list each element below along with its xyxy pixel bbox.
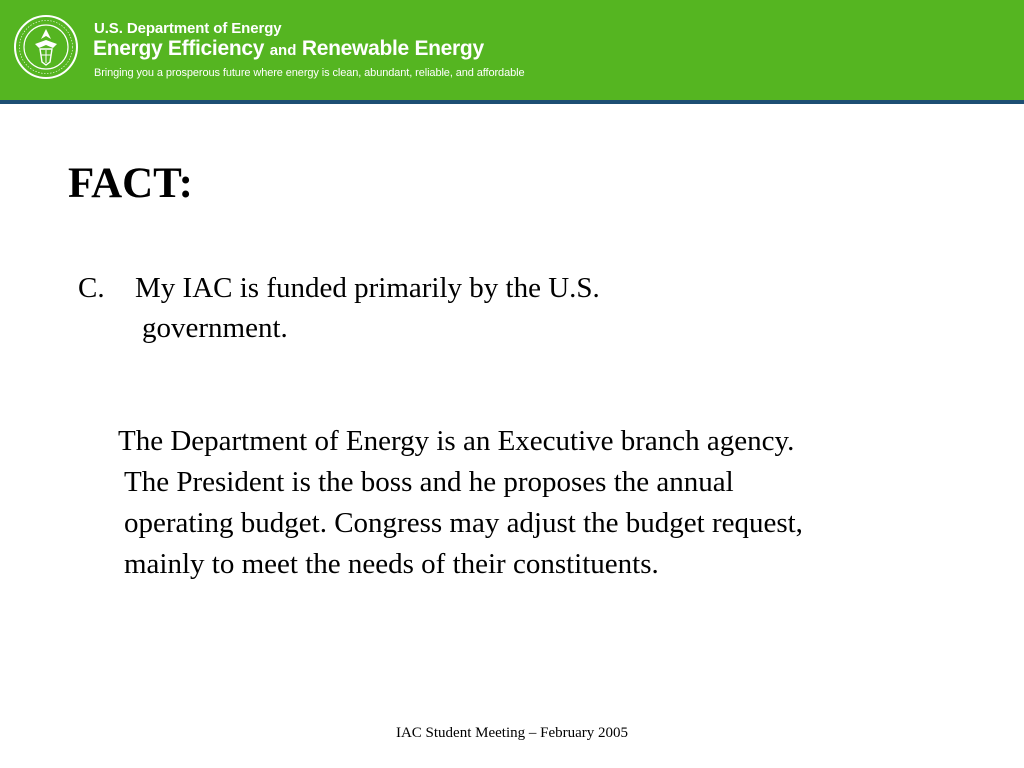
list-item-text-line: government. bbox=[142, 312, 288, 344]
paragraph-line: The Department of Energy is an Executive branch agency. bbox=[118, 425, 795, 457]
list-item-marker: C. bbox=[78, 272, 105, 304]
department-name: U.S. Department of Energy bbox=[94, 20, 282, 37]
paragraph-line: mainly to meet the needs of their constituents. bbox=[124, 548, 659, 580]
office-name bbox=[93, 37, 484, 61]
list-item-text-line: My IAC is funded primarily by the U.S. bbox=[135, 272, 600, 304]
office-name-part1: Energy Efficiency bbox=[93, 37, 265, 60]
slide-title: FACT: bbox=[68, 160, 193, 207]
office-name-and: and bbox=[269, 42, 297, 59]
paragraph-line: operating budget. Congress may adjust the budget request, bbox=[124, 507, 803, 539]
header-divider bbox=[0, 100, 1024, 104]
header-banner bbox=[0, 0, 1024, 100]
doe-seal-icon bbox=[13, 14, 79, 80]
body-paragraph bbox=[118, 421, 958, 585]
paragraph-line: The President is the boss and he proposes the annual bbox=[124, 466, 734, 498]
header-tagline: Bringing you a prosperous future where energy is clean, abundant, reliable, and affordable bbox=[94, 67, 525, 79]
office-name-part2: Renewable Energy bbox=[301, 37, 484, 60]
slide-footer: IAC Student Meeting – February 2005 bbox=[395, 725, 629, 741]
